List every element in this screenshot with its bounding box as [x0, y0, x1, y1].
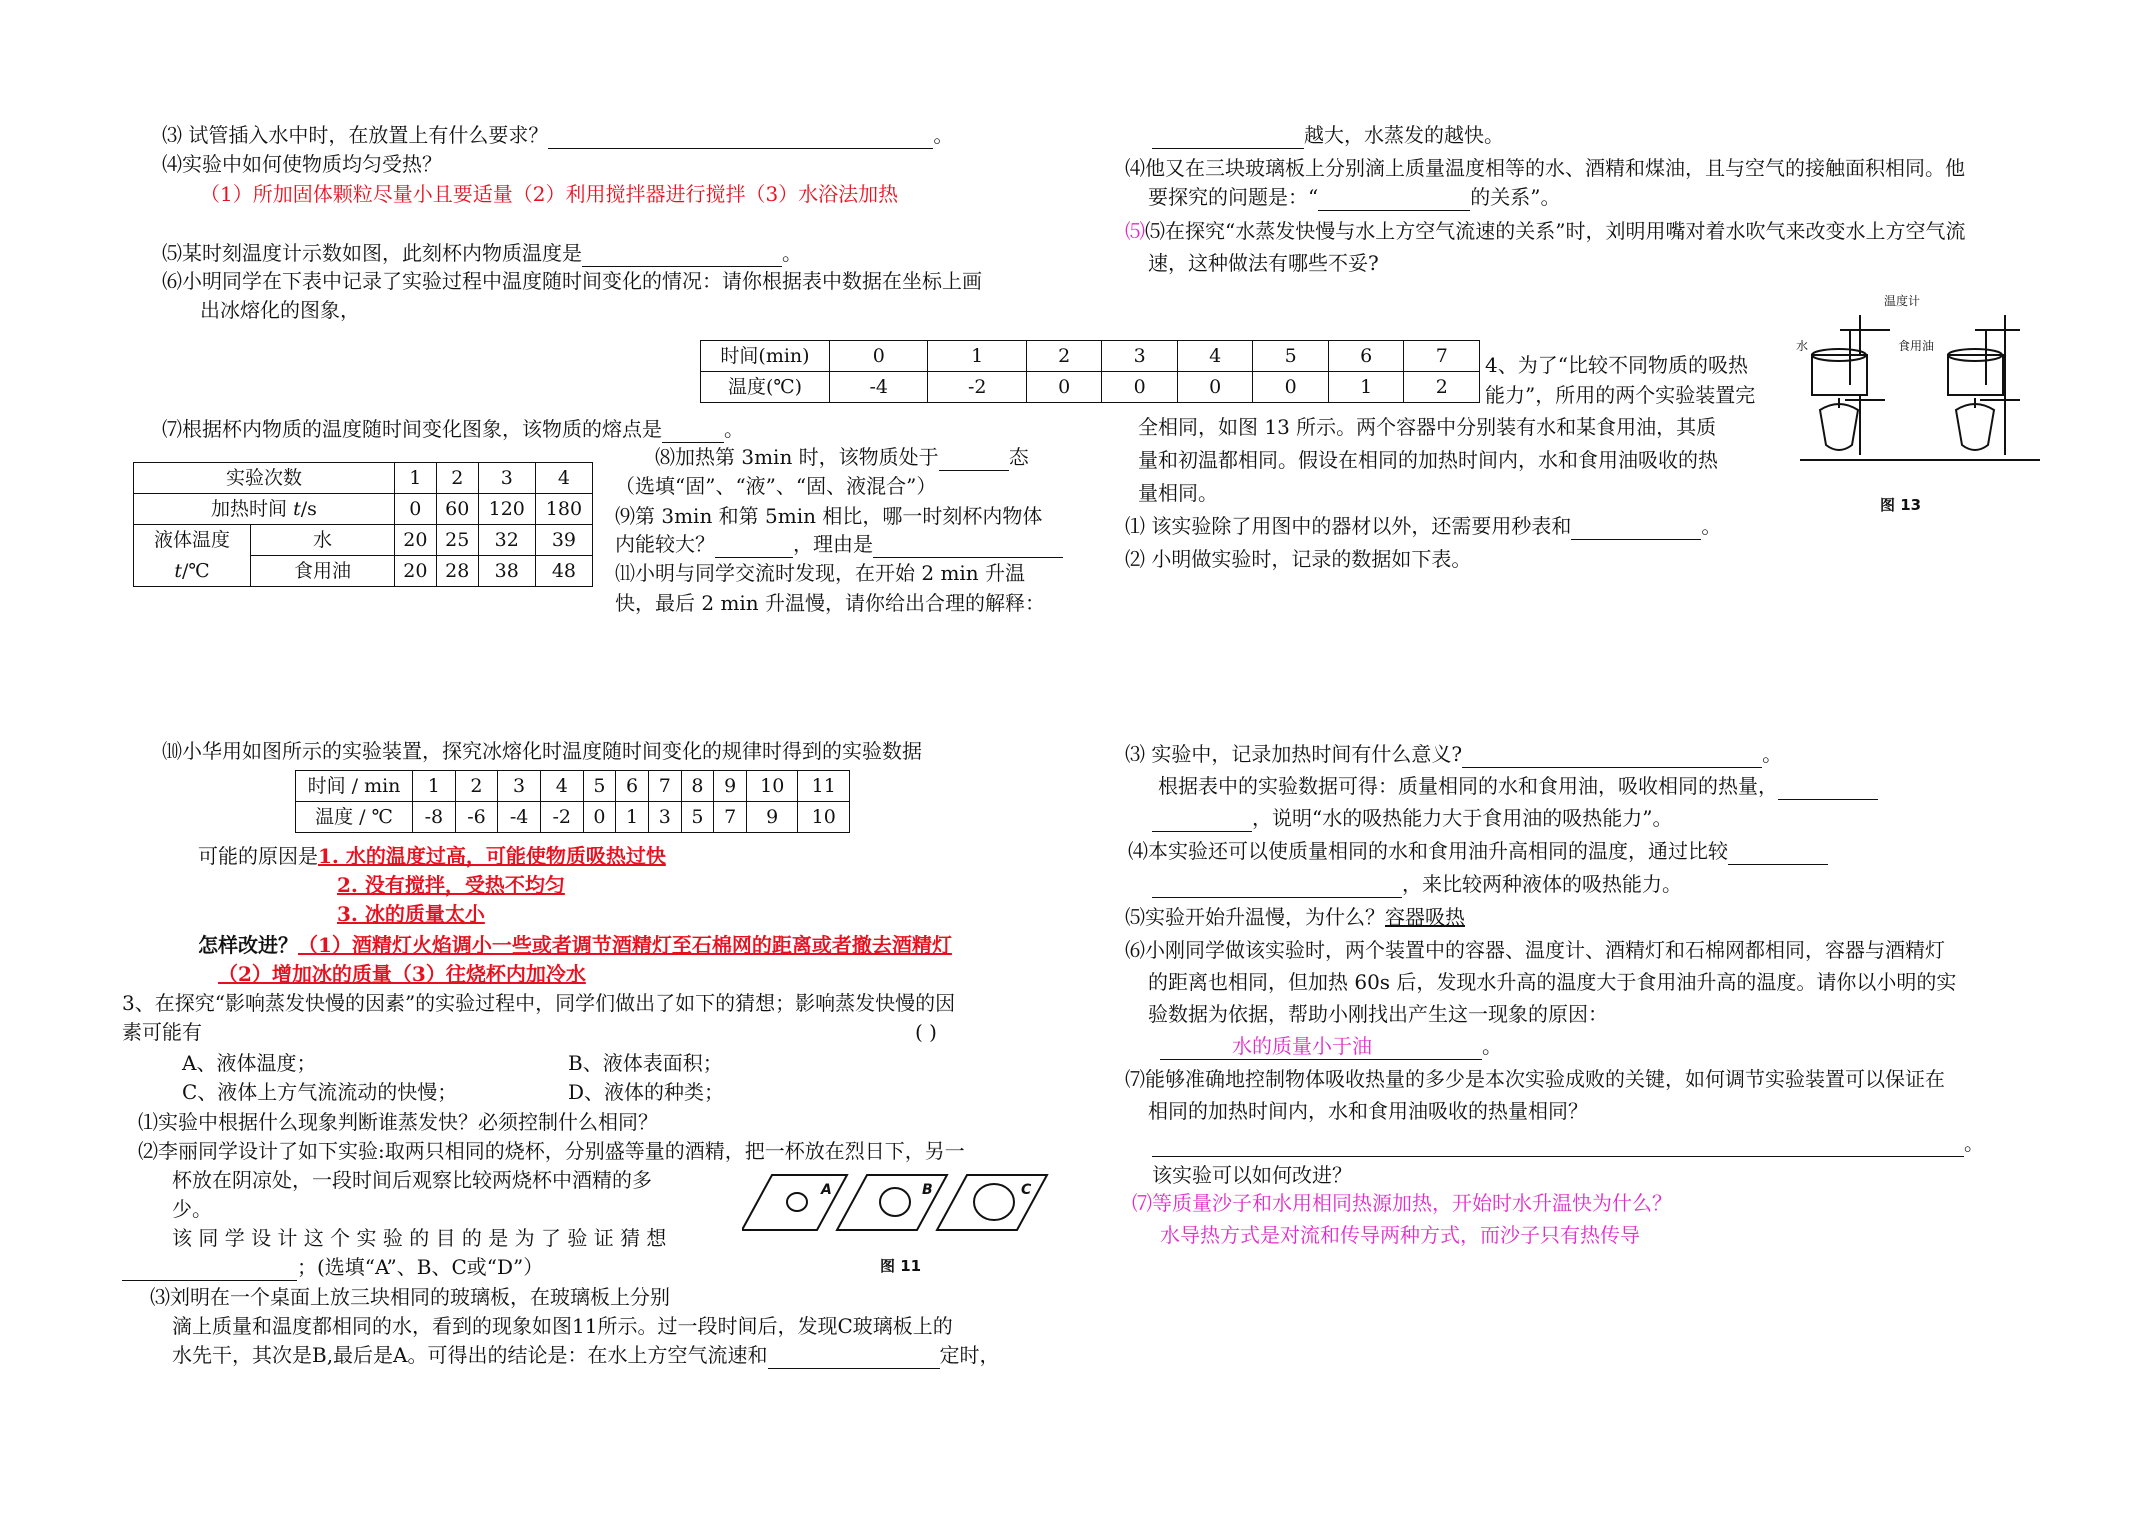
h4-text: ⑷本实验还可以使质量相同的水和食用油升高相同的温度，通过比较	[1128, 838, 1828, 865]
fig11-caption: 图 11	[880, 1257, 922, 1275]
q8-blank[interactable]	[939, 444, 1009, 471]
h3c-text: ，说明“水的吸热能力大于食用油的吸热能力”。	[1152, 805, 1672, 832]
table-cell: 0	[830, 341, 928, 372]
p4-line2: 能力”，所用的两个实验装置完	[1485, 383, 1756, 407]
table-cell: -8	[413, 802, 456, 833]
fig11-label-c: C	[1021, 1182, 1032, 1198]
table-row	[134, 463, 593, 494]
table-cell: 20	[394, 556, 436, 587]
h7-line1: ⑺能够准确地控制物体吸收热量的多少是本次实验成败的关键，如何调节实验装置可以保证在	[1125, 1067, 1945, 1091]
e2-line2: 杯放在阴凉处，一段时间后观察比较两烧杯中酒精的多	[172, 1168, 652, 1192]
h6-line2: 的距离也相同，但加热 60s 后，发现水升高的温度大于食用油升高的温度。请你以小明的实	[1148, 970, 1957, 994]
table-cell: -4	[498, 802, 541, 833]
table-cell: 7	[648, 771, 681, 802]
r-top-line: 越大，水蒸发的越快。	[1152, 122, 1504, 149]
table-cell: 0	[394, 494, 436, 525]
table-cell: 48	[535, 556, 592, 587]
burner-left	[1820, 404, 1858, 450]
h6-answer-line: 水的质量小于油 。	[1160, 1033, 1502, 1060]
r5-line1: ⑸⑸在探究“水蒸发快慢与水上方空气流速的关系”时，刘明用嘴对着水吹气来改变水上方空气流	[1125, 219, 1966, 243]
p4-line5: 量相同。	[1138, 481, 1218, 505]
q7-text: ⑺根据杯内物质的温度随时间变化图象，该物质的熔点是 。	[162, 417, 744, 441]
table-cell: 2	[455, 771, 498, 802]
table-header: 时间 / min	[296, 771, 413, 802]
heat-table	[133, 462, 593, 587]
q9-line1: ⑼第 3min 和第 5min 相比，哪一时刻杯内物体	[615, 504, 1043, 528]
table-cell: 1	[1328, 372, 1404, 403]
h8-answer: 水导热方式是对流和传导两种方式，而沙子只有热传导	[1160, 1223, 1640, 1247]
table-cell: 2	[436, 463, 478, 494]
q3-blank[interactable]	[548, 122, 933, 149]
p3-line1: 3、在探究“影响蒸发快慢的因素”的实验过程中，同学们做出了如下的猜想；影响蒸发快慢的因	[122, 991, 956, 1015]
e3-line1: ⑶刘明在一个桌面上放三块相同的玻璃板，在玻璃板上分别	[150, 1285, 670, 1309]
heating-apparatus-illustration	[1790, 290, 2050, 470]
table-cell: 1	[928, 341, 1026, 372]
table-cell: 0	[1102, 372, 1178, 403]
option-d: D、液体的种类；	[568, 1080, 725, 1104]
table-cell: 9	[714, 771, 747, 802]
p3-line2: 素可能有	[122, 1020, 202, 1044]
q3-text: ⑶ 试管插入水中时，在放置上有什么要求？ 。	[162, 123, 954, 147]
h6-line1: ⑹小刚同学做该实验时，两个装置中的容器、温度计、酒精灯和石棉网都相同，容器与酒精灯	[1125, 938, 1945, 962]
h4-blank[interactable]	[1728, 838, 1828, 865]
h6-answer-blank[interactable]: 水的质量小于油	[1160, 1033, 1482, 1060]
table-row	[701, 372, 1480, 403]
fig11-label-b: B	[922, 1182, 933, 1198]
r4-line1: ⑷他又在三块玻璃板上分别滴上质量温度相等的水、酒精和煤油，且与空气的接触面积相同。他	[1125, 156, 1965, 180]
h4b-text: ，来比较两种液体的吸热能力。	[1152, 871, 1682, 898]
h7-blank[interactable]	[1152, 1130, 1964, 1157]
h2-text: ⑵ 小明做实验时，记录的数据如下表。	[1125, 547, 1472, 571]
fig13-label-water: 水	[1796, 339, 1809, 353]
table-cell: 3	[478, 463, 535, 494]
q5-text: ⑸某时刻温度计示数如图，此刻杯内物质温度是 。	[162, 241, 802, 265]
table-cell: 180	[535, 494, 592, 525]
reason-line2: 2. 没有搅拌，受热不均匀	[337, 873, 565, 897]
table-cell: -4	[830, 372, 928, 403]
q6-line1: ⑹小明同学在下表中记录了实验过程中温度随时间变化的情况：请你根据表中数据在坐标上画	[162, 269, 982, 293]
burner-right	[1956, 404, 1994, 450]
table-header: 水	[251, 525, 395, 556]
reason-line1: 可能的原因是1. 水的温度过高，可能使物质吸热过快	[198, 844, 666, 868]
figure-13	[1790, 290, 2050, 476]
table-cell: 11	[798, 771, 850, 802]
r5-line2: 速，这种做法有哪些不妥?	[1148, 251, 1379, 275]
table-cell: 2	[1026, 341, 1102, 372]
table-cell: 60	[436, 494, 478, 525]
h8-question: ⑺等质量沙子和水用相同热源加热，开始时水升温快为什么？	[1132, 1191, 1672, 1215]
table-cell: -2	[928, 372, 1026, 403]
r4-blank[interactable]	[1318, 184, 1470, 211]
table-cell: 3	[1102, 341, 1178, 372]
q9-line2: 内能较大？ ，理由是	[615, 531, 1063, 558]
e2-line5: ；(选填“A”、B、C或“D”）	[122, 1254, 543, 1281]
table-cell: 4	[1177, 341, 1253, 372]
fig13-caption: 图 13	[1880, 496, 1922, 514]
table-cell: 7	[714, 802, 747, 833]
ice-table	[295, 770, 850, 833]
table-cell: 32	[478, 525, 535, 556]
e2-line4: 该 同 学 设 计 这 个 实 验 的 目 的 是 为 了 验 证 猜 想	[172, 1226, 667, 1250]
q10-text: ⑽小华用如图所示的实验装置，探究冰熔化时温度随时间变化的规律时得到的实验数据	[162, 739, 922, 763]
e3-blank[interactable]	[768, 1342, 940, 1369]
h1-blank[interactable]	[1571, 513, 1701, 540]
table-cell: 3	[648, 802, 681, 833]
table-cell: 0	[1253, 372, 1329, 403]
q7-blank[interactable]	[662, 416, 724, 443]
table-cell: 10	[798, 802, 850, 833]
table-cell: -2	[540, 802, 583, 833]
q8-line1: ⑻加热第 3min 时，该物质处于 态	[655, 445, 1029, 469]
option-c: C、液体上方气流流动的快慢；	[182, 1080, 458, 1104]
fig13-label-oil: 食用油	[1898, 339, 1935, 353]
h3b-text: 根据表中的实验数据可得：质量相同的水和食用油，吸收相同的热量，	[1158, 773, 1878, 800]
table-cell: 3	[498, 771, 541, 802]
e3-line3: 水先干，其次是B,最后是A。可得出的结论是：在水上方空气流速和 定时，	[172, 1343, 1000, 1367]
table-cell: 6	[1328, 341, 1404, 372]
table-cell: 2	[1404, 372, 1480, 403]
drop-c	[974, 1184, 1014, 1220]
table-cell: 0	[1026, 372, 1102, 403]
h6-line3: 验数据为依据，帮助小刚找出产生这一现象的原因：	[1148, 1002, 1608, 1026]
q6-line2: 出冰熔化的图象，	[200, 298, 360, 322]
table-cell: 20	[394, 525, 436, 556]
table-cell: 0	[1177, 372, 1253, 403]
table-cell: 6	[616, 771, 649, 802]
table-cell: 5	[1253, 341, 1329, 372]
table-cell: 1	[413, 771, 456, 802]
h7-improve: 该实验可以如何改进？	[1152, 1163, 1352, 1187]
table-cell: 0	[583, 802, 616, 833]
e2-blank[interactable]	[122, 1254, 297, 1281]
table-cell: 39	[535, 525, 592, 556]
q5-blank[interactable]	[582, 240, 782, 267]
h7-line2: 相同的加热时间内，水和食用油吸收的热量相同？	[1148, 1099, 1588, 1123]
table-cell: 25	[436, 525, 478, 556]
improve-line1: 怎样改进？（1）酒精灯火焰调小一些或者调节酒精灯至石棉网的距离或者撤去酒精灯	[198, 933, 952, 957]
p4-line3: 全相同，如图 13 所示。两个容器中分别装有水和某食用油，其质	[1138, 415, 1717, 439]
e2-line3: 少。	[172, 1197, 212, 1221]
table-cell: 1	[616, 802, 649, 833]
table-header: 温度(℃)	[701, 372, 830, 403]
table-cell: 28	[436, 556, 478, 587]
table-header: 食用油	[251, 556, 395, 587]
drop-a	[787, 1193, 807, 1211]
table-header: 加热时间 t/s	[134, 494, 395, 525]
table-cell: 38	[478, 556, 535, 587]
q9-reason-blank[interactable]	[873, 531, 1063, 558]
table-cell: 120	[478, 494, 535, 525]
e1-text: ⑴实验中根据什么现象判断谁蒸发快？必须控制什么相同？	[138, 1110, 658, 1134]
h5-text: ⑸实验开始升温慢，为什么？容器吸热	[1125, 905, 1465, 929]
table-row	[134, 494, 593, 525]
q9-blank[interactable]	[715, 531, 793, 558]
q11-line1: ⑾小明与同学交流时发现，在开始 2 min 升温	[615, 561, 1026, 585]
reason-line3: 3. 冰的质量太小	[337, 902, 485, 926]
table-cell: -6	[455, 802, 498, 833]
h1-text: ⑴ 该实验除了用图中的器材以外，还需要用秒表和 。	[1125, 514, 1722, 538]
q4-text: ⑷实验中如何使物质均匀受热？	[162, 152, 442, 176]
fig11-label-a: A	[821, 1182, 832, 1198]
q11-line2: 快，最后 2 min 升温慢，请你给出合理的解释：	[615, 591, 1046, 615]
drop-b	[880, 1188, 910, 1216]
p4-line4: 量和初温都相同。假设在相同的加热时间内，水和食用油吸收的热	[1138, 448, 1718, 472]
h7-blank-line: 。	[1152, 1130, 1984, 1157]
table-header: 液体温度 t/℃	[134, 525, 251, 587]
h3b-blank[interactable]	[1778, 773, 1878, 800]
q8-line2: （选填“固”、“液”、“固、液混合”）	[615, 474, 937, 498]
p3-answer-paren[interactable]: ( )	[915, 1020, 937, 1044]
table-cell: 7	[1404, 341, 1480, 372]
option-b: B、液体表面积；	[568, 1051, 723, 1075]
table-cell: 1	[394, 463, 436, 494]
table-row	[296, 771, 850, 802]
e2-line1: ⑵李丽同学设计了如下实验:取两只相同的烧杯，分别盛等量的酒精，把一杯放在烈日下，另一	[138, 1139, 965, 1163]
table-cell: 4	[540, 771, 583, 802]
e3-line2: 滴上质量和温度都相同的水，看到的现象如图11所示。过一段时间后，发现C玻璃板上的	[172, 1314, 953, 1338]
table-cell: 4	[535, 463, 592, 494]
r-top-blank[interactable]	[1152, 122, 1304, 149]
melt-table	[700, 340, 1480, 403]
table-cell: 5	[681, 802, 714, 833]
table-cell: 8	[681, 771, 714, 802]
table-header: 温度 / ℃	[296, 802, 413, 833]
table-header: 时间(min)	[701, 341, 830, 372]
table-cell: 5	[583, 771, 616, 802]
h3-blank[interactable]	[1462, 741, 1762, 768]
improve-line2: （2）增加冰的质量（3）往烧杯内加冷水	[218, 962, 586, 986]
r4-line2: 要探究的问题是：“ 的关系”。	[1148, 185, 1561, 209]
fig13-label-thermometer: 温度计	[1884, 294, 1921, 308]
h4b-blank[interactable]	[1152, 871, 1402, 898]
table-header: 实验次数	[134, 463, 395, 494]
h3c-blank[interactable]	[1152, 805, 1252, 832]
table-row	[701, 341, 1480, 372]
option-a: A、液体温度；	[182, 1051, 317, 1075]
h3-text: ⑶ 实验中，记录加热时间有什么意义? 。	[1125, 742, 1783, 766]
p4-line1: 4、为了“比较不同物质的吸热	[1485, 353, 1748, 377]
table-cell: 9	[747, 802, 798, 833]
table-row	[134, 525, 593, 556]
table-row	[296, 802, 850, 833]
q4-answer: （1）所加固体颗粒尽量小且要适量（2）利用搅拌器进行搅拌（3）水浴法加热	[200, 182, 899, 206]
table-cell: 10	[747, 771, 798, 802]
